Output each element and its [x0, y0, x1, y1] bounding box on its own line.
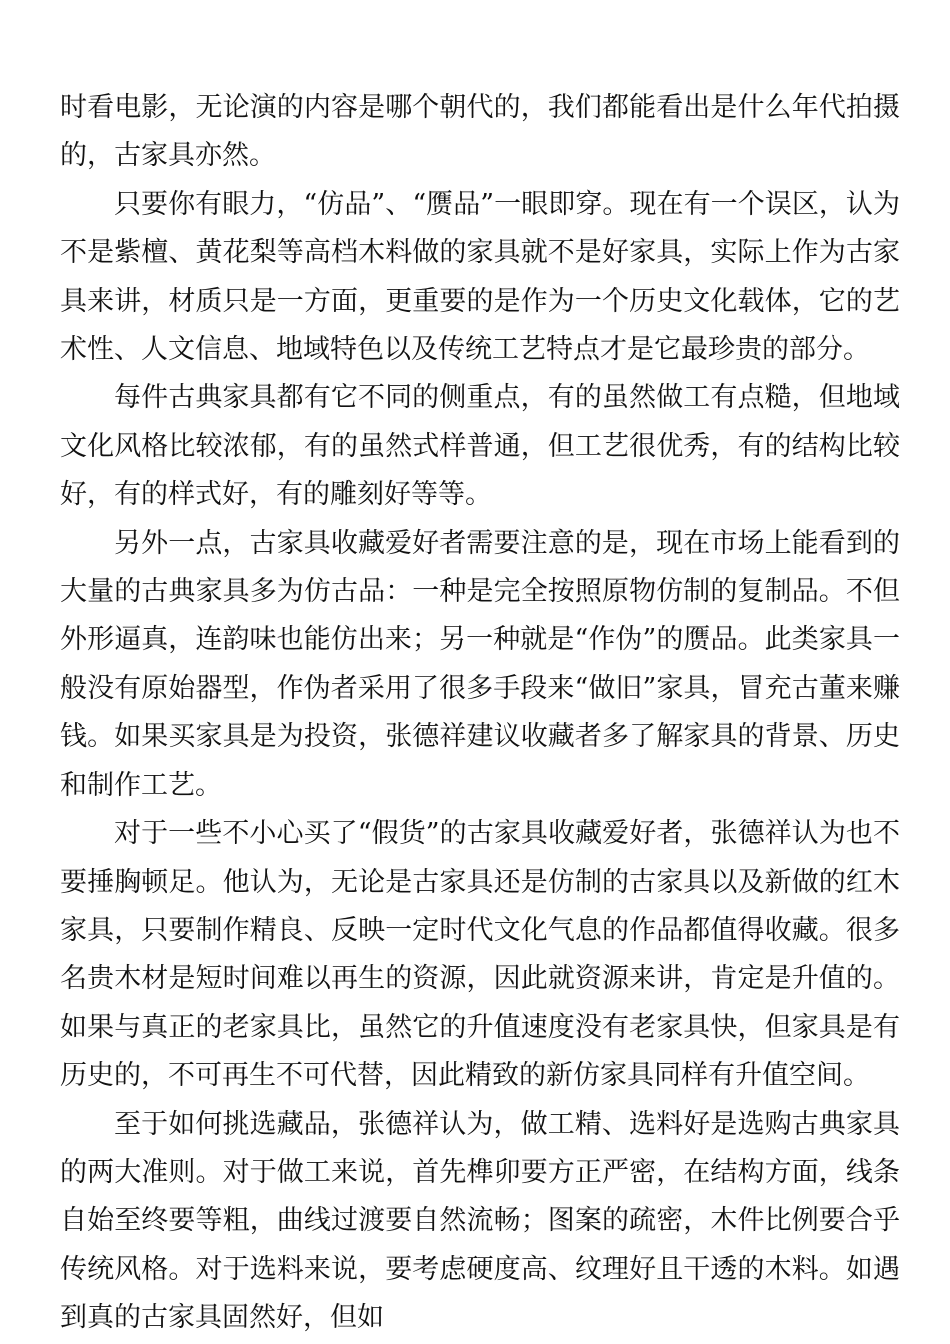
paragraph-emphasis-points: 每件古典家具都有它不同的侧重点，有的虽然做工有点糙，但地域文化风格比较浓郁，有的虽然式样普通，但工艺很优秀，有的结构比较好，有的样式好，有的雕刻好等等。: [60, 382, 900, 511]
paragraph-fakes-value: 对于一些不小心买了“假货”的古家具收藏爱好者，张德祥认为也不要捶胸顿足。他认为，无论是古家具还是仿制的古家具以及新做的红木家具，只要制作精良、反映一定时代文化气息的作品都值得收藏。很多名贵木材是短时间难以再生的资源，因此就资源来讲，肯定是升值的。如果与真正的老家具比，虽然它的升值速度没有老家具快，但家具是有历史的，不可再生不可代替，因此精致的新仿家具同样有升值空间。: [60, 818, 900, 1092]
article-body: [60, 84, 900, 1343]
paragraph-material-value: 只要你有眼力，“仿品”、“赝品”一眼即穿。现在有一个误区，认为不是紫檀、黄花梨等高档木料做的家具就不是好家具，实际上作为古家具来讲，材质只是一方面，更重要的是作为一个历史文化载体，它的艺术性、人文信息、地域特色以及传统工艺特点才是它最珍贵的部分。: [60, 188, 900, 366]
paragraph-selection-criteria: 至于如何挑选藏品，张德祥认为，做工精、选料好是选购古典家具的两大准则。对于做工来说，首先榫卯要方正严密，在结构方面，线条自始至终要等粗，曲线过渡要自然流畅；图案的疏密，木件比例要合乎传统风格。对于选料来说，要考虑硬度高、纹理好且干透的木料。如遇到真的古家具固然好，但如: [60, 1108, 900, 1334]
paragraph-replicas: 另外一点，古家具收藏爱好者需要注意的是，现在市场上能看到的大量的古典家具多为仿古品：一种是完全按照原物仿制的复制品。不但外形逼真，连韵味也能仿出来；另一种就是“作伪”的赝品。此类家具一般没有原始器型，作伪者采用了很多手段来“做旧”家具，冒充古董来赚钱。如果买家具是为投资，张德祥建议收藏者多了解家具的背景、历史和制作工艺。: [60, 527, 900, 801]
paragraph-continuation: 时看电影，无论演的内容是哪个朝代的，我们都能看出是什么年代拍摄的，古家具亦然。: [60, 92, 900, 172]
